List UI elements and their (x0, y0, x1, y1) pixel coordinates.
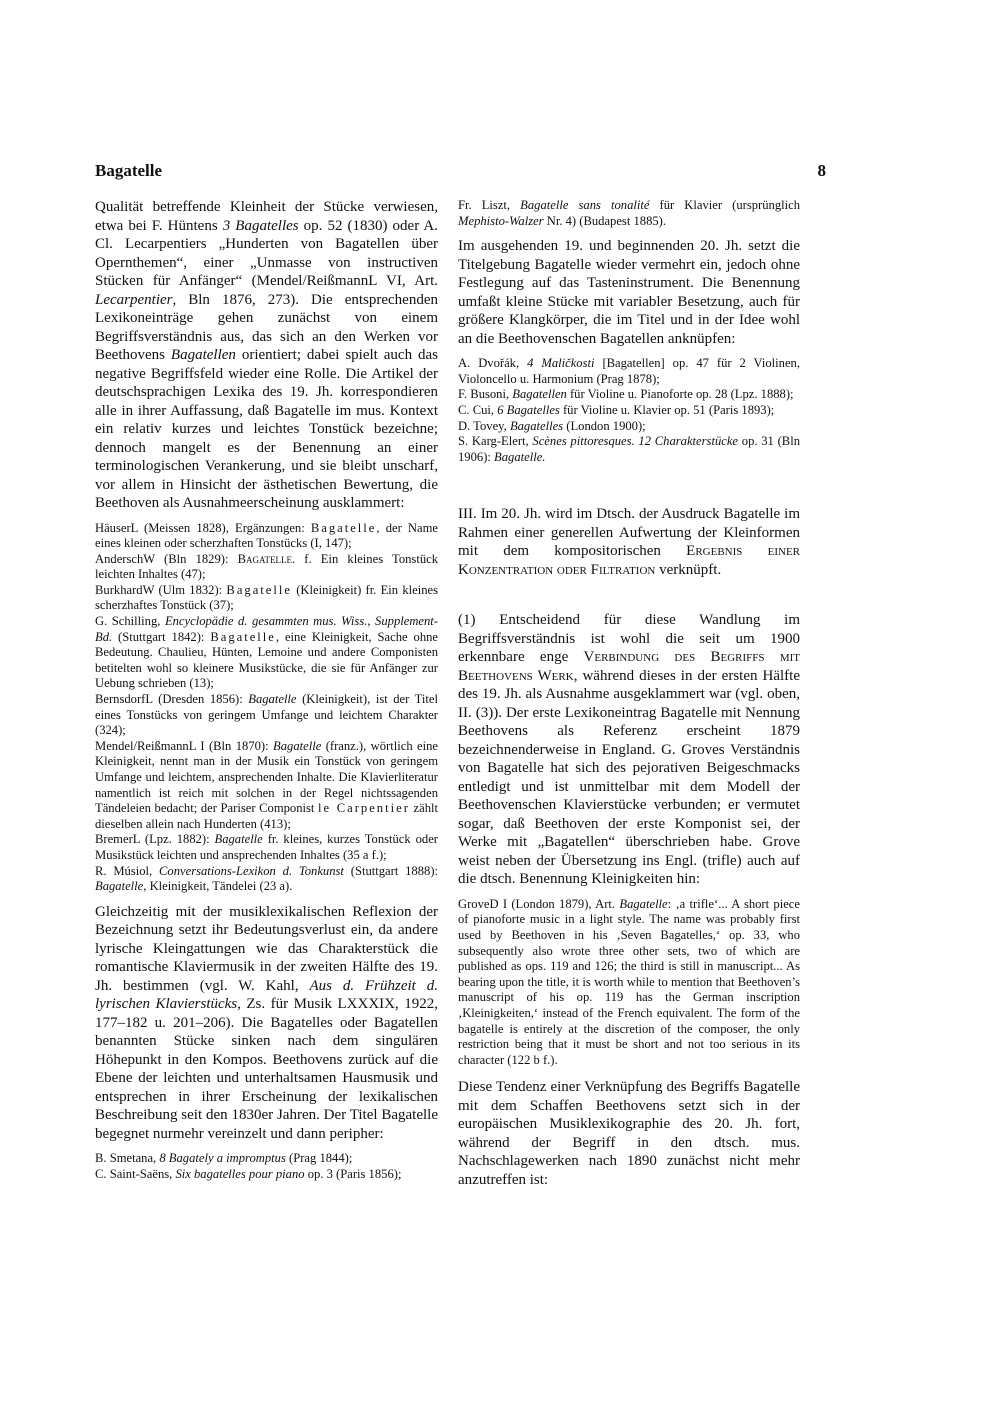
paragraph (458, 237, 800, 348)
text-run: Mephisto-Walzer (458, 213, 544, 228)
text-run: orientiert; dabei spielt auch das negative Begriffsfeld wieder eine Rolle. Die Artikel der deutschsprachigen Lexika des 19. Jh. korrespondieren alle in ihrer Auffassung, daß Bagatelle im mus. Kontext ein relativ kurzes und leichtes Tonstück bezeichne; dennoch mangelt es der Benennung an einer terminologischen Verankerung, und sie bleibt unscharf, vor allem in Hinsicht der ästhetischen Bewertung, die Beethoven als Ausnahmeerscheinung ausklammert: (95, 347, 439, 511)
list-item (95, 1151, 438, 1167)
list-item (95, 521, 438, 552)
text-run: Bagatelle (248, 692, 297, 707)
text-run: (Stuttgart 1888): (343, 863, 439, 878)
text-run: , der Name eines kleinen oder scherzhaften Tonstücks (I, 147); (95, 520, 438, 551)
text-run: op. 52 (1830) oder A. Cl. Lecarpentiers „Hunderten von Bagatellen über Opernthemen“, einer „Unmasse von instructiven Stücken für Anfänger“ (Mendel/ReißmannL VI, Art. (95, 217, 438, 289)
text-run: BremerL (Lpz. 1882): (95, 832, 215, 847)
list-item (95, 832, 438, 863)
text-run: Bagatelles (509, 418, 564, 433)
list-item (458, 419, 800, 435)
paragraph (458, 1078, 800, 1189)
text-run: III. Im 20. Jh. wird im Dtsch. der Ausdruck Bagatelle im Rahmen einer generellen Aufwertung der Kleinformen mit dem kompositorischen (458, 506, 800, 560)
text-run: op. 31 (Bln 1906): (458, 434, 800, 464)
text-run: Qualität betreffende Kleinheit der Stücke verwiesen, etwa bei F. Hüntens (95, 199, 438, 234)
paragraph (95, 198, 438, 513)
text-run: Bagatelle (214, 832, 263, 847)
section-heading-III (458, 505, 800, 579)
text-run: (Kleinigkeit), ist der Titel eines Tonstücks von geringem Umfange und leichtem Charakter (324); (95, 692, 438, 738)
right-column (458, 198, 800, 1189)
reference-list (95, 521, 438, 895)
text-run: S. Karg-Elert, (458, 434, 533, 449)
text-run: Bagatellen (170, 347, 236, 363)
list-item (458, 198, 800, 229)
paragraph (95, 903, 438, 1144)
text-run: le Carpentier (318, 801, 410, 816)
text-run: Fr. Liszt, (458, 198, 521, 212)
text-run: für Violine u. Klavier op. 51 (Paris 1893); (559, 402, 775, 417)
list-item (458, 434, 800, 465)
text-run: op. 3 (Paris 1856); (304, 1166, 402, 1181)
paragraph (458, 611, 800, 889)
text-run: GroveD I (London 1879), Art. (458, 896, 620, 911)
list-item (95, 614, 438, 692)
text-run: Bagatelle (237, 551, 293, 566)
page-number: 8 (817, 161, 826, 180)
text-run: Bagatelle, (95, 879, 147, 894)
works-list (458, 356, 800, 465)
list-item (95, 552, 438, 583)
text-run: (Kleinigkeit) fr. Ein kleines scherzhaftes Tonstück (37); (95, 582, 438, 613)
text-run: D. Tovey, (458, 418, 510, 433)
list-item (95, 583, 438, 614)
text-run: (London 1900); (563, 418, 646, 433)
works-list (95, 1151, 438, 1182)
text-run: für Klavier (ursprünglich (649, 198, 800, 212)
text-run: Mendel/ReißmannL I (Bln 1870): (95, 738, 274, 753)
text-run: für Violine u. Pianoforte op. 28 (Lpz. 1888); (566, 387, 794, 402)
text-run: Bagatelle (273, 738, 322, 753)
text-run: [Bagatellen] op. 47 für 2 Violinen, Violoncello u. Harmonium (Prag 1878); (458, 356, 801, 386)
text-run: C. Cui, (458, 402, 498, 417)
text-run: Bagatelle (210, 629, 276, 644)
text-run: BurkhardW (Ulm 1832): (95, 582, 227, 597)
grove-quotation (458, 897, 800, 1069)
text-run: Bagatellen (512, 387, 567, 402)
text-run: R. Músiol, (95, 863, 160, 878)
text-run: , während dieses in der ersten Hälfte des 19. Jh. als Ausnahme ausgeklammert war (vgl. oben, II. (3)). Der erste Lexikoneintrag Bagatelle mit Nennung Beethovens als Referenz erscheint 1879 bezeichnenderweise in England. G. Groves Verständnis von Bagatelle hat sich des pejorativen Beigeschmacks entledigt und ist unmittelbar mit dem Modell der Beethovenschen Klavierstücke verbunden; er vermutet sogar, daß Beethoven der erste Komponist sei, der Werke mit „Bagatellen“ überschrieben habe. Grove weist neben der Übersetzung ins Engl. (trifle) auch auf die dtsch. Benennung Kleinigkeiten hin: (458, 667, 800, 888)
text-run: BernsdorfL (Dresden 1856): (95, 692, 249, 707)
text-run: Bagatelle (226, 582, 292, 597)
running-head-title: Bagatelle (95, 161, 163, 180)
text-run: . f. Ein kleines Tonstück leichten Inhaltes (47); (95, 551, 438, 582)
text-run: Aus d. Frühzeit d. lyrischen Klavierstücks (95, 977, 438, 1013)
text-run: zählt dieselben allein nach Hunderten (413); (95, 801, 438, 831)
text-run: C. Saint-Saëns, (95, 1166, 176, 1181)
text-run: , eine Kleinigkeit, Sache ohne Bedeutung. Chaulieu, Hünten, Lemoine und andere Componisten betitelten wohl so kleinere Musikstücke, die sie für Anfänger zur Uebung schrieben (13); (95, 629, 439, 691)
list-item (95, 1167, 438, 1183)
text-run: Nr. 4) (Budapest 1885). (543, 213, 667, 228)
text-run: Bagatelle. (494, 449, 546, 464)
text-run: 3 Bagatelles (222, 217, 299, 234)
works-list (458, 198, 800, 229)
text-run: G. Schilling, (95, 614, 165, 629)
text-run: B. Smetana, (95, 1151, 160, 1166)
text-run: Diese Tendenz einer Verknüpfung des Begriffs Bagatelle mit dem Schaffen Beethovens setzt sich in der europäischen Musiklexikographie des 20. Jh. fort, während der Begriff in den dtsch. mus. Nachschlagewerken nach 1890 zunächst nicht mehr anzutreffen ist: (458, 1079, 800, 1188)
text-run: Bagatelle (619, 896, 668, 911)
text-run: F. Busoni, (458, 387, 513, 402)
text-run: (franz.), wörtlich eine Kleinigkeit, nennt man in der Musik ein Tonstück von geringem Umfange und leichtem, ansprechenden Inhalte. Die Klavierliteratur namentlich ist reich mit solchen in der Regel nichtssagenden Tändeleien bedacht; der Pariser Componist (95, 738, 438, 816)
text-run: Conversations-Lexikon d. Tonkunst (159, 863, 344, 878)
text-run: 6 Bagatelles (497, 402, 560, 417)
text-run: Encyclopädie d. gesammten mus. Wiss., Supplement-Bd. (95, 614, 439, 644)
text-run: Lecarpentier (95, 291, 173, 308)
left-column (95, 198, 438, 1182)
text-run: Verbindung des Begriffs mit Beethovens Werk (458, 649, 800, 684)
text-run: AnderschW (Bln 1829): (95, 551, 238, 566)
text-run: Bagatelle (310, 520, 377, 535)
text-run: Six bagatelles pour piano (175, 1166, 305, 1181)
text-run: : ‚a trifle‘... A short piece of pianoforte music in a light style. The name was probably first used by Beethoven in his ‚Seven Bagatelles,‘ op. 33, who subsequently also wrote three other sets, two of which are published as ops. 119 and 126; the third is still in manuscript... As bearing upon the title, it is worth while to mention that Beethoven’s manuscript of his op. 119 has the German inscription ‚Kleinigkeiten,‘ instead of the French equivalent. The form of the bagatelle is entirely at the discretion of the composer, the only restriction being that it must be short and not too serious in its character (122 b f.). (458, 896, 800, 1067)
list-item (458, 387, 800, 403)
list-item (95, 739, 438, 833)
text-run: Kleinigkeit, Tändelei (23 a). (146, 879, 293, 894)
list-item (458, 356, 800, 387)
text-run: Bagatelle sans tonalité (520, 198, 650, 212)
text-run: Scènes pittoresques. 12 Charakterstücke (532, 434, 739, 449)
text-run: verknüpft. (655, 561, 722, 578)
list-item (95, 864, 438, 895)
text-run: (1) Entscheidend für diese Wandlung im Begriffsverständnis ist wohl die seit um 1900 erkennbare enge (458, 612, 800, 666)
text-run: fr. kleines, kurzes Tonstück oder Musikstück leichten und ansprechenden Inhaltes (35 a f.); (95, 832, 438, 862)
text-run: A. Dvořák, (458, 356, 528, 371)
text-run: Im ausgehenden 19. und beginnenden 20. Jh. setzt die Titelgebung Bagatelle wieder vermehrt ein, jedoch ohne Festlegung auf das Tasteninstrument. Die Benennung umfaßt kleine Stücke mit variabler Besetzung, auch für größere Klangkörper, die im Titel und in der Idee wohl an die Beethovenschen Bagatellen anknüpfen: (458, 238, 800, 347)
text-run: 4 Maličkosti (527, 356, 595, 371)
text-run: (Stuttgart 1842): (112, 629, 211, 644)
text-run: HäuserL (Meissen 1828), Ergänzungen: (95, 520, 311, 535)
text-run: Gleichzeitig mit der musiklexikalischen Reflexion der Bezeichnung setzt ihr Bedeutungsverlust ein, da andere lyrische Kleingattungen wie das Charakterstück die romantische Klaviermusik in der zweiten Hälfte des 19. Jh. bestimmen (vgl. W. Kahl, (95, 903, 438, 994)
text-run: 8 Bagately a impromptus (159, 1151, 286, 1166)
text-run: (Prag 1844); (285, 1151, 353, 1166)
text-run: Ergebnis einer Konzentration oder Filtration (458, 543, 801, 578)
text-run: , Zs. für Musik LXXXIX, 1922, 177–182 u. 201–206). Die Bagatelles oder Bagatellen benannten Stücke sinken nach dem singulären Höhepunkt in den Kompos. Beethovens zurück auf die Ebene der leichten und unterhaltsamen Hausmusik und entsprechen in ihrer Erscheinung der lexikalischen Beschreibung seit den 1830er Jahren. Der Titel Bagatelle begegnet nurmehr vereinzelt und dann peripher: (95, 996, 438, 1142)
list-item (95, 692, 438, 739)
list-item (458, 403, 800, 419)
text-run: , Bln 1876, 273). Die entsprechenden Lexikoneinträge gehen zunächst von einem Begriffsverständnis aus, das sich an den Werken vor Beethovens (95, 291, 438, 363)
